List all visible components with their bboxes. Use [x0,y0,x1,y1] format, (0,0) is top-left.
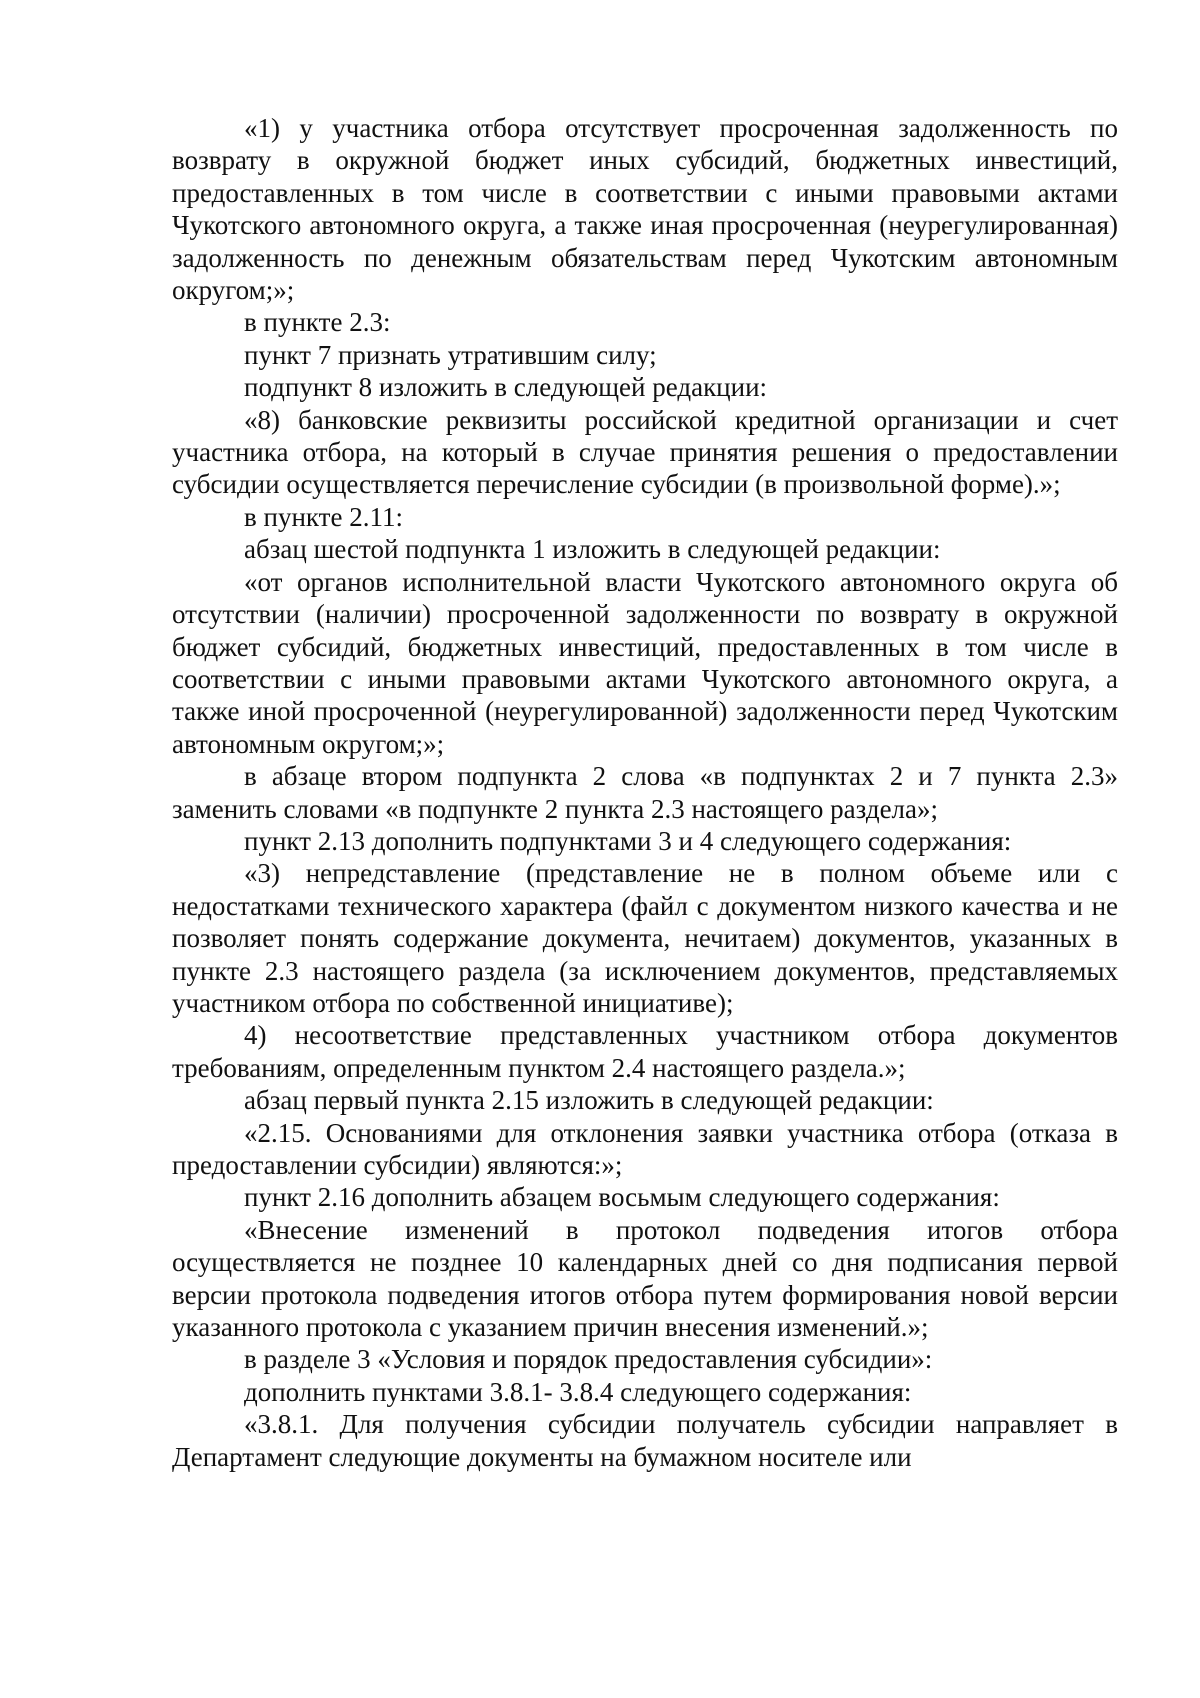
paragraph-subitem-3-text: «3) непредставление (представление не в полном объеме или с недостатками технического характера (файл с документом низкого качества и не позволяет понять содержание документа, нечитаем) документов, указанных в пункте 2.3 настоящего раздела (за исключением документов, представляемых участником отбора по собственной инициативе); [172,858,1118,1018]
paragraph-point-2-16-intro: пункт 2.16 дополнить абзацем восьмым следующего содержания: [244,1182,1000,1213]
paragraph-point-2-11-heading: в пункте 2.11: [244,501,403,532]
paragraph-abzac-6-intro: абзац шестой подпункта 1 изложить в следующей редакции: [244,534,941,565]
paragraph-abzac-6-text: «от органов исполнительной власти Чукотского автономного округа об отсутствии (наличии) просроченной задолженности по возврату в окружной бюджет субсидий, бюджетных инвестиций, предоставленных в том числе в соответствии с иными правовыми актами Чукотского автономного округа, а также иной просроченной (неурегулированной) задолженности перед Чукотским автономным округом;»; [172,566,1118,759]
paragraph-point-3-8-1-text: «3.8.1. Для получения субсидии получатель субсидии направляет в Департамент следующие документы на бумажном носителе или [172,1409,1118,1472]
document-page [172,112,1118,1473]
paragraph-point-2-3-heading: в пункте 2.3: [244,307,391,338]
paragraph-subitem-1: «1) у участника отбора отсутствует просроченная задолженность по возврату в окружной бюджет иных субсидий, бюджетных инвестиций, предоставленных в том числе в соответствии с иными правовыми актами Чукотского автономного округа, а также иная просроченная (неурегулированная) задолженность по денежным обязательствам перед Чукотским автономным округом;»; [172,113,1118,306]
paragraph-section-3-heading: в разделе 3 «Условия и порядок предоставления субсидии»: [244,1344,933,1375]
paragraph-point-2-16-text: «Внесение изменений в протокол подведения итогов отбора осуществляется не позднее 10 календарных дней со дня подписания первой версии протокола подведения итогов отбора путем формирования новой версии указанного протокола с указанием причин внесения изменений.»; [172,1214,1118,1343]
paragraph-abzac-2-replace: в абзаце втором подпункта 2 слова «в подпунктах 2 и 7 пункта 2.3» заменить словами «в подпункте 2 пункта 2.3 настоящего раздела»; [172,761,1118,824]
paragraph-points-3-8-intro: дополнить пунктами 3.8.1- 3.8.4 следующего содержания: [244,1376,912,1407]
paragraph-point-2-13-intro: пункт 2.13 дополнить подпунктами 3 и 4 следующего содержания: [244,825,1012,856]
paragraph-point-2-15-text: «2.15. Основаниями для отклонения заявки участника отбора (отказа в предоставлении субсидии) являются:»; [172,1117,1118,1180]
paragraph-point-2-15-intro: абзац первый пункта 2.15 изложить в следующей редакции: [244,1085,934,1116]
paragraph-subitem-8-text: «8) банковские реквизиты российской кредитной организации и счет участника отбора, на который в случае принятия решения о предоставлении субсидии осуществляется перечисление субсидии (в произвольной форме).»; [172,404,1118,500]
paragraph-point-7-repeal: пункт 7 признать утратившим силу; [244,339,657,370]
paragraph-subitem-8-intro: подпункт 8 изложить в следующей редакции: [244,372,768,403]
paragraph-subitem-4-text: 4) несоответствие представленных участником отбора документов требованиям, определенным пунктом 2.4 настоящего раздела.»; [172,1020,1118,1083]
